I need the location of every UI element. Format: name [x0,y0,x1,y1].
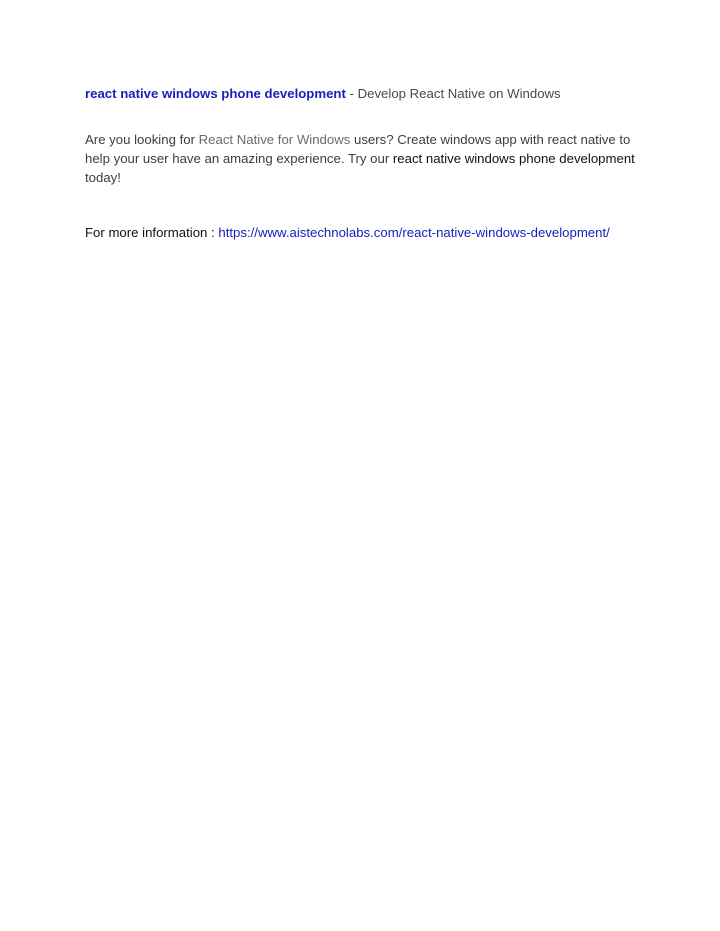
paragraph-text-middle: users? Create windows app with react native to help your user have an amazing experience. Try our [85,132,631,166]
react-native-windows-link[interactable]: React Native for Windows [198,132,351,147]
heading-link[interactable]: react native windows phone development [85,86,346,101]
heading-subtitle: Develop React Native on Windows [357,86,561,101]
heading-line [85,84,645,103]
more-info-label: For more information : [85,225,219,240]
development-link[interactable]: react native windows phone development [392,151,635,166]
more-info-line [85,223,645,242]
intro-paragraph [85,130,645,187]
document-body [85,84,645,242]
paragraph-text-start: Are you looking for [85,132,199,147]
more-info-url-link[interactable]: https://www.aistechnolabs.com/react-native-windows-development/ [218,225,610,240]
heading-separator: - [345,86,358,101]
paragraph-text-end: today! [85,170,121,185]
